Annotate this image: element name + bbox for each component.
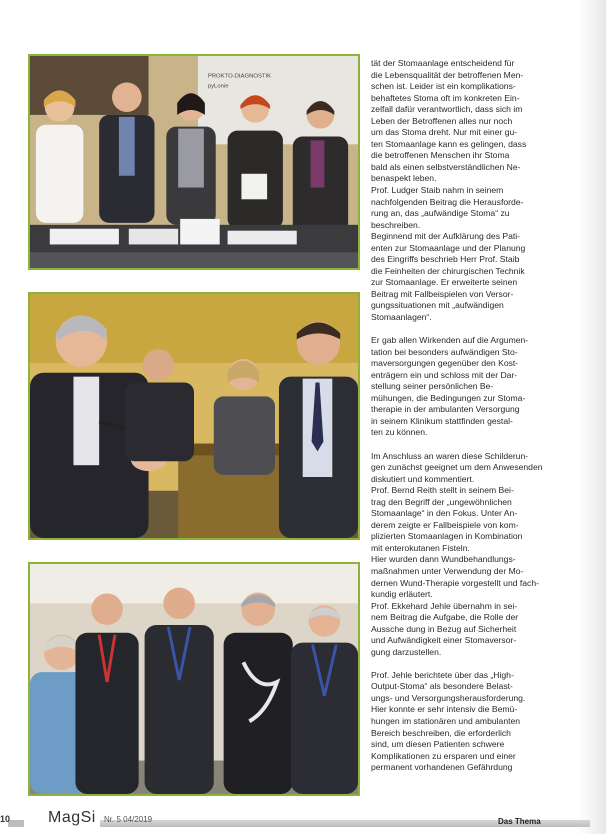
section-label: Das Thema xyxy=(498,817,541,826)
article-paragraph: Im Anschluss an waren diese Schilderun- gen zunächst geeignet um dem Anwesenden diskutiert und kommentiert. Prof. Bernd Reith stellt in seinem Bei- trag den Begriff der „ungewöhnlichen Stomaanlage“ in den Fokus. Unter An- derem zeigte er Fallbeispiele von kom- plizierten Stomaanlagen in Kombination mit enterokutanen Fisteln. Hier wurden dann Wundbehandlungs- maßnahmen unter Verwendung der Mo- dernen Wund-Therapie vorgestellt und fach- kundig erläutert. Prof. Ekkehard Jehle übernahm in sei- nem Beitrag die Aufgabe, die Rolle der Aussche dung in Bezug auf Sicherheit und Aufwändigkeit einer Stomaversor- gung darzustellen. xyxy=(371,450,543,657)
page-footer xyxy=(0,806,606,834)
magazine-title: MagSi xyxy=(48,809,96,826)
photo-group-with-lanyards-image xyxy=(30,564,358,794)
booth-sign-line1: PROKTO-DIAGNOSTIK xyxy=(207,73,272,80)
article-paragraph: tät der Stomaanlage entscheidend für die Lebensqualität der betroffenen Men- schen ist. Leider ist ein komplikations- behaftetes Stoma oft im konkreten Ein- zelfall dafür verantwortlich, dass sich im Leben der Betroffenen alles nur noch um das Stoma dreht. Nur mit einer gu- ten Stomaanlage kann es gelingen, dass die betroffenen Menschen ihr Stoma bald als einen selbstverständlichen Ne- benaspekt leben. Prof. Ludger Staib nahm in seinem nachfolgenden Beitrag die Herausforde- rung an, das „aufwändige Stoma“ zu beschreiben. Beginnend mit der Aufklärung des Pati- enten zur Stomaanlage und der Planung des Eingriffs beschrieb Herr Prof. Staib die Feinheiten der chirurgischen Technik zur Stomaanlage. Er erweiterte seinen Beitrag mit Fallbeispielen von Versor- gungssituationen mit „aufwändigen Stomaanlagen“. xyxy=(371,58,527,323)
article-paragraph: Er gab allen Wirkenden auf die Argumen- tation bei besonders aufwändigen Sto- maversorgungen gegenüber den Kost- enträgern ein und schloss mit der Dar- stellung seiner persönlichen Be- mühungen, die Bedingungen zur Stoma- therapie in der ambulanten Versorgung in seinem Klinikum stattfinden gestal- ten zu können. xyxy=(371,335,529,438)
page-edge-shadow xyxy=(578,0,606,834)
issue-label: Nr. 5 04/2019 xyxy=(104,815,153,824)
photo-speaker-at-lectern-image xyxy=(30,294,358,538)
photo-group-with-lanyards xyxy=(28,562,360,796)
photo-group-at-table-image xyxy=(30,56,358,268)
booth-sign-line2: pyLonie xyxy=(207,83,229,90)
photo-group-at-table xyxy=(28,54,360,270)
page-number: 10 xyxy=(0,814,11,824)
article-text-column xyxy=(371,58,567,785)
footer-rule-left xyxy=(8,820,24,827)
article-paragraph: Prof. Jehle berichtete über das „High- Output-Stoma“ als besondere Belast- ungs- und Versorgungsherausforderung. Hier konnte er sehr intensiv die Bemü- hungen im stationären und ambulanten Bereich beschreiben, die erforderlich sind, um diesen Patienten schwere Komplikationen zu ersparen und einer permanent vorhandenen Gefährdung xyxy=(371,669,526,773)
photo-speaker-at-lectern xyxy=(28,292,360,540)
